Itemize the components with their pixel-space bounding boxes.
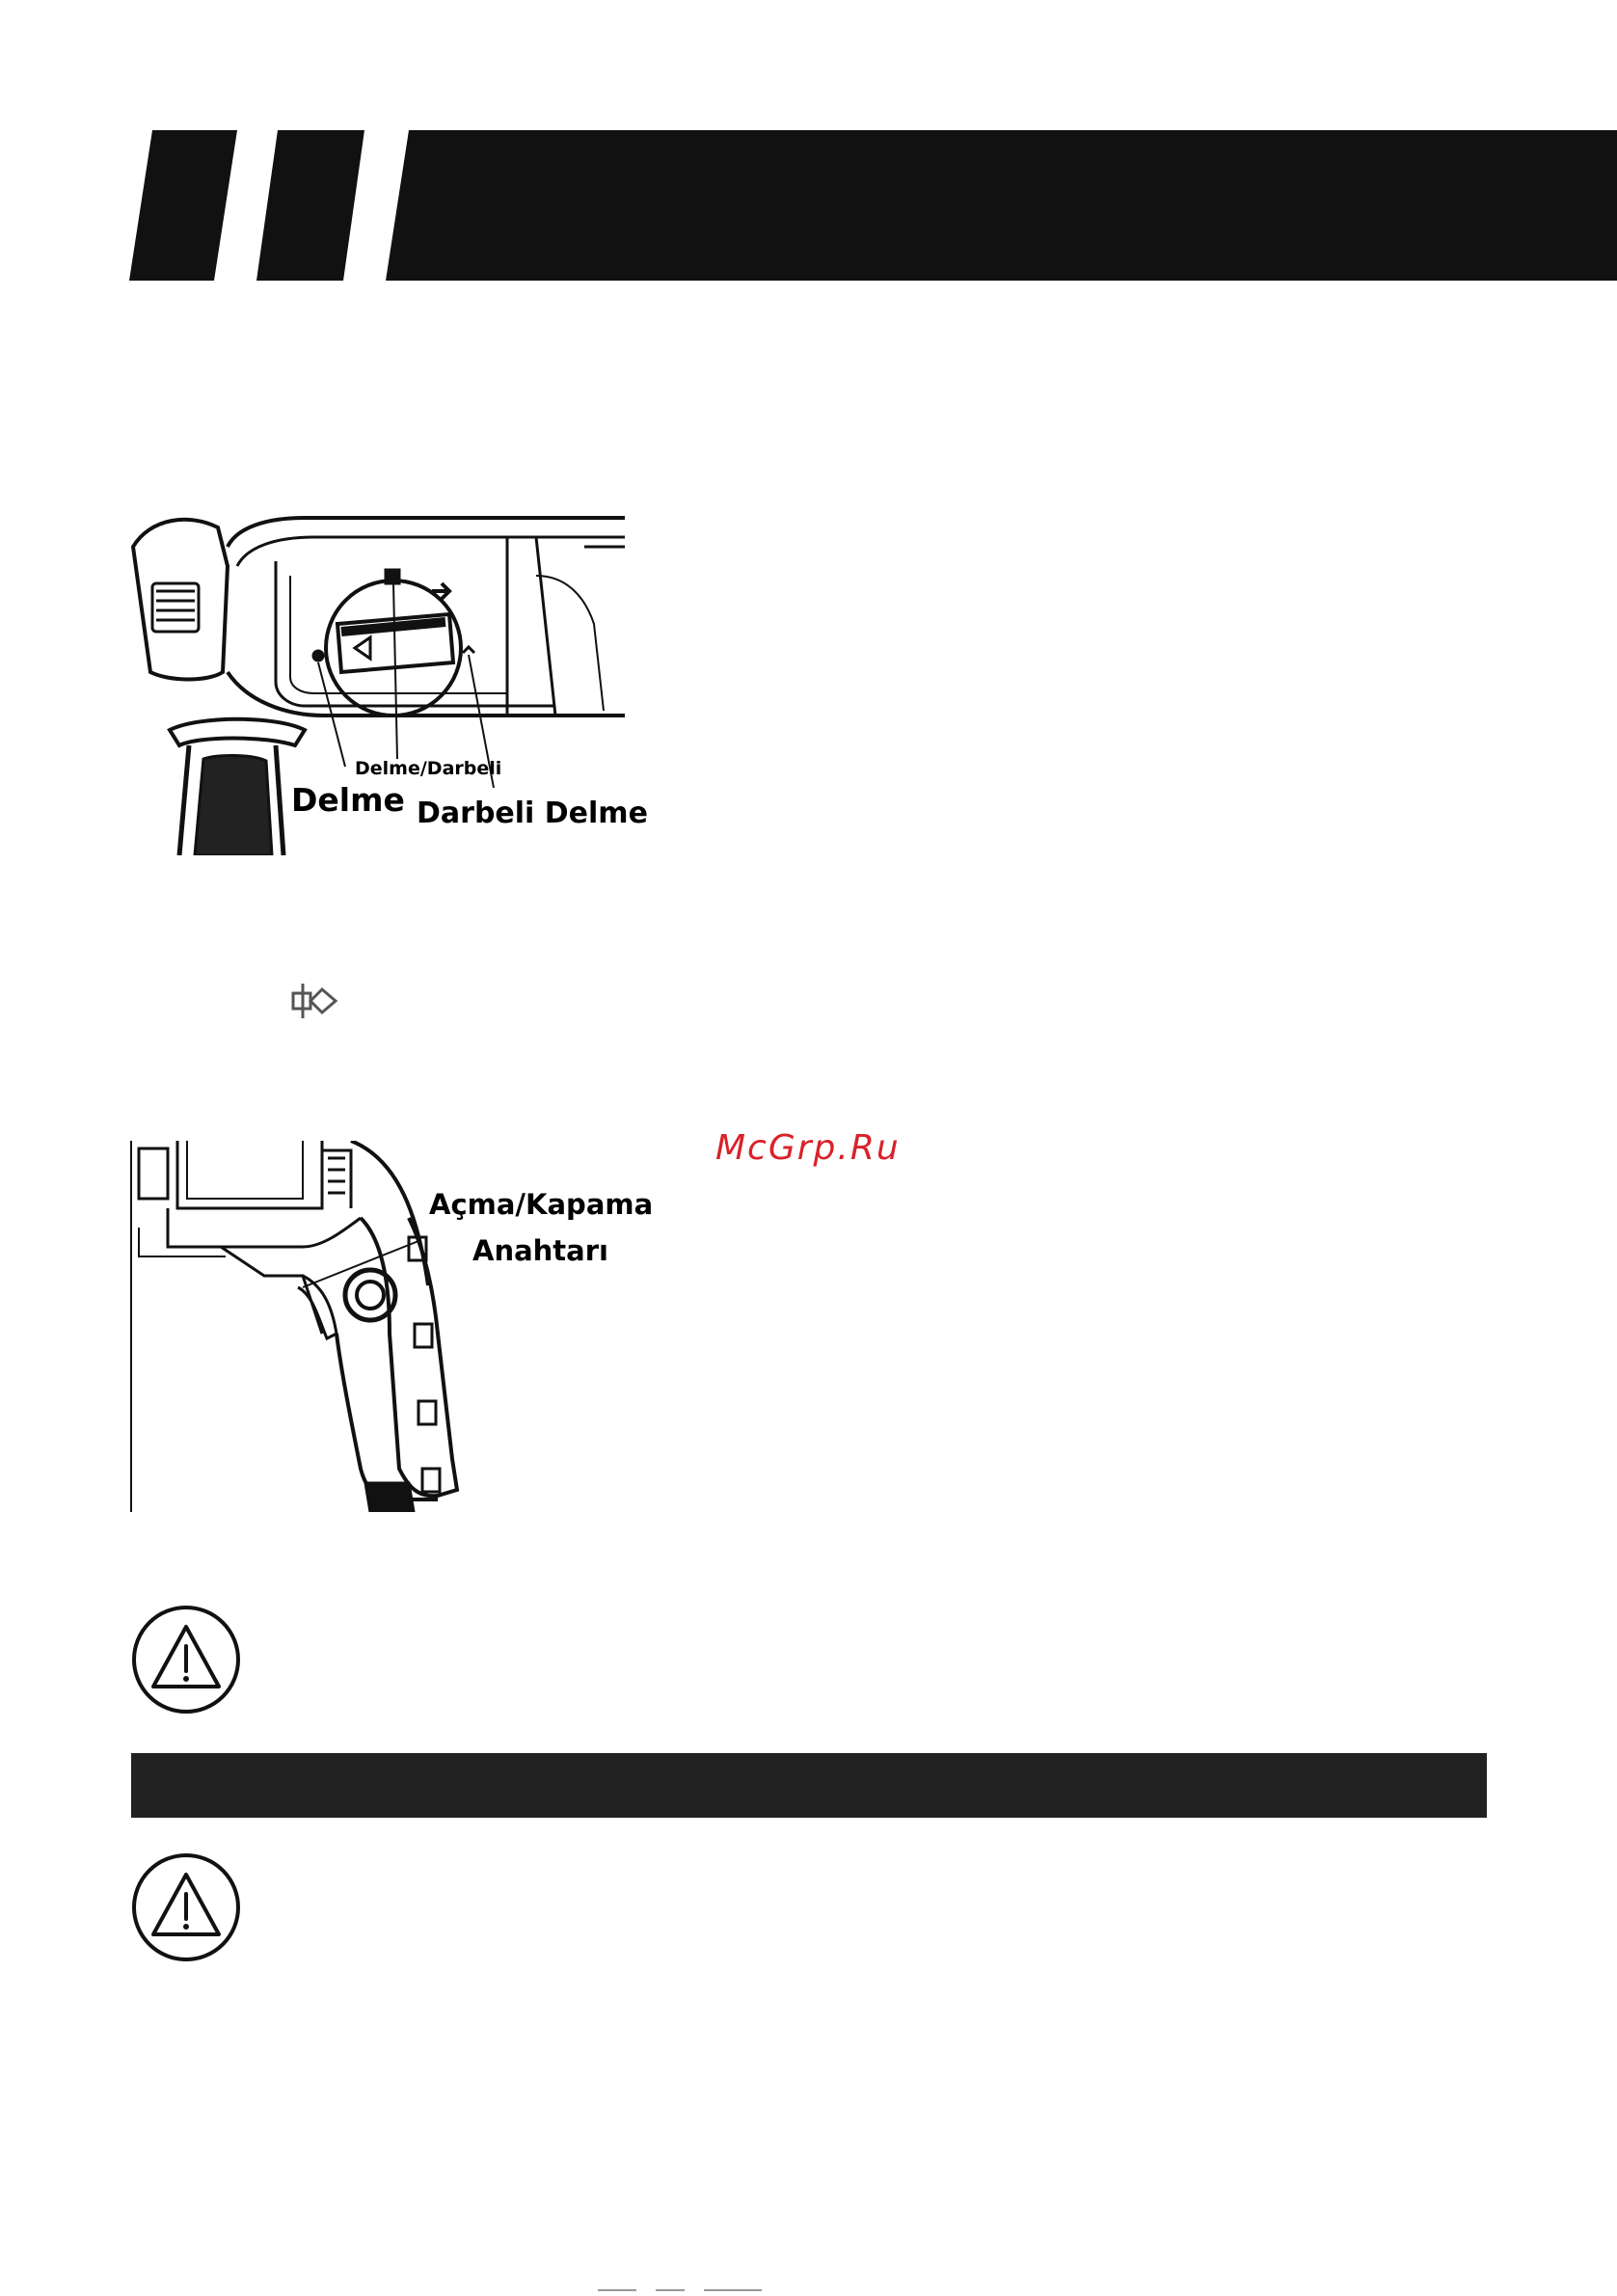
label-darbeli-delme: Darbeli Delme xyxy=(417,797,648,830)
warning-triangle-icon xyxy=(130,1604,242,1715)
header-bar xyxy=(129,130,1617,281)
header-main-block xyxy=(386,130,1617,281)
section-header-bar xyxy=(131,1753,1487,1818)
label-delme-darbeli: Delme/Darbeli xyxy=(355,758,502,779)
chisel-mode-icon xyxy=(289,982,339,1020)
watermark: McGrp.Ru xyxy=(715,1128,901,1168)
warning-triangle-icon xyxy=(130,1851,242,1963)
footer-marks xyxy=(598,2287,762,2293)
label-delme: Delme xyxy=(291,781,405,819)
header-slash-2 xyxy=(256,130,364,281)
header-slash-1 xyxy=(129,130,237,281)
label-acma-kapama: Açma/Kapama xyxy=(429,1188,654,1221)
label-anahtari: Anahtarı xyxy=(472,1234,608,1267)
